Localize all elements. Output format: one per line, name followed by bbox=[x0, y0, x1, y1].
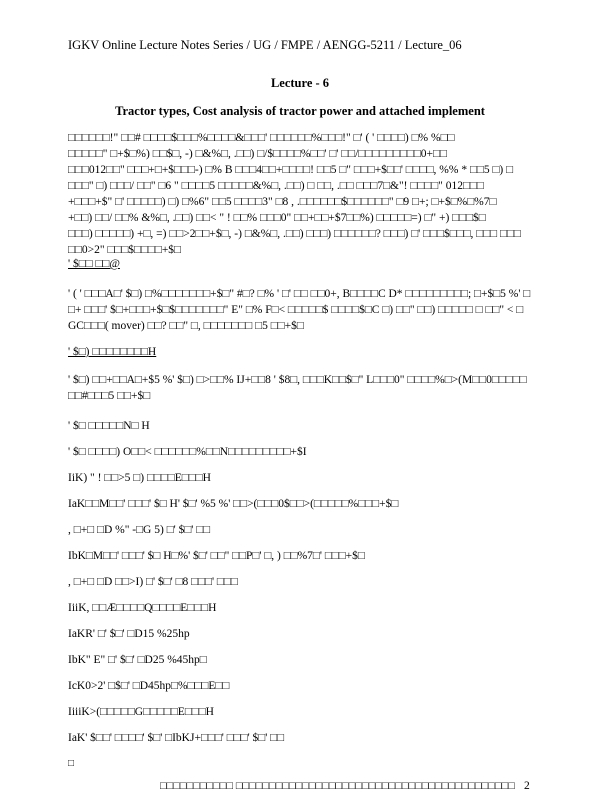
list-item: IiiiK>(□□□□□G□□□□□E□□□H bbox=[68, 706, 214, 718]
list-item: ' $□ □□□□) O□□< □□□□□□%□□N□□□□□□□□□+$I bbox=[68, 446, 307, 458]
paragraph-line: □□□" □) □□□/ □□" □6 " □□□□5 □□□□□&%□, .□□) □ □□, .□□ □□□7□&"! □□□□" 012□□□ bbox=[68, 180, 484, 192]
paragraph-line: □□0>2" □□□$□□□□+$□ bbox=[68, 244, 182, 256]
list-item-last: IaK' $□□' □□□□' $□' □IbKJ+□□□' □□□' $□' □□ bbox=[68, 732, 285, 744]
paragraph-line: +□□□+$" □' □□□□□) □) □%6" □□5 □□□□3" □8 , .□□□□□□$□□□□□□" □9 □+; □+$□%□%7□ bbox=[68, 196, 497, 208]
list-item: ' $□ □□□□□N□ H bbox=[68, 420, 150, 432]
section-heading: ' $□) □□□□□□□□H bbox=[68, 346, 157, 358]
list-item: IiK) " ! □□>5 □) □□□□E□□□H bbox=[68, 472, 211, 484]
list-item: , □+□ □D □□>I) □' $□' □8 □□□' □□□ bbox=[68, 576, 238, 588]
definition-paragraph bbox=[68, 286, 538, 334]
intro-paragraph bbox=[68, 130, 538, 258]
list-item: IiiK, □□Æ□□□□Q□□□□E□□□H bbox=[68, 602, 217, 614]
trailing-mark: □ bbox=[68, 758, 75, 769]
paragraph-line: □□□□□□!" □□# □□□□$□□□%□□□□&□□□' □□□□□□%□□□!" □' ( ' □□□□) □% %□□ bbox=[68, 132, 455, 144]
list-item: IbK" E" □' $□' □D25 %45hp□ bbox=[68, 654, 207, 666]
list-item: IaK□□M□□' □□□' $□ H' $□' %5 %' □□>(□□□0$□□>(□□□□□%□□□+$□ bbox=[68, 498, 399, 510]
paragraph-line: □□#□□□5 □□+$□ bbox=[68, 390, 151, 402]
list-item: , □+□ □D %" -□G 5) □' $□' □□ bbox=[68, 524, 211, 536]
paragraph-line: GC□□□( mover) □□? □□" □, □□□□□□□ □5 □□+$□ bbox=[68, 320, 304, 332]
lecture-title: Lecture - 6 bbox=[270, 76, 330, 90]
section-heading: ' $□□ □□@ bbox=[68, 258, 120, 270]
page-number: 2 bbox=[524, 780, 530, 792]
paragraph-line: □□□012□□" □□□+□+$□□□-) □% B □□□4□□+□□□□! □□5 □" □□□+$□□' □□□□, %% * □□5 □) □ bbox=[68, 164, 514, 176]
paragraph-line: +□□) □□/ □□% &%□, .□□) □□< " ! □□% □□□0" □□+□□+$7□□%) □□□□□=) □" +) □□□$□ bbox=[68, 212, 486, 224]
paragraph-line: □□□) □□□□□) +□, =) □□>2□□+$□, -) □&%□, .□□) □□□) □□□□□□? □□□) □' □□□$□□□, □□□ □□□ bbox=[68, 228, 521, 240]
paragraph-line: ' $□) □□+□□A□+$5 %' $□) □>□□% IJ+□□8 ' $8□, □□□K□□$□" L□□□0" □□□□%□>(M□□0□□□□□ bbox=[68, 374, 527, 386]
running-header: IGKV Online Lecture Notes Series / UG / FMPE / AENGG-5211 / Lecture_06 bbox=[68, 38, 462, 52]
paragraph-line: □+ □□□' $□+□□□+$□$□□□□□□□" E" □% F□< □□□□□$ □□□□$□C □) □□" □□) □□□□□ □ □□" < □ bbox=[68, 304, 524, 316]
footer-text: □□□□□□□□□□□ □□□□□□□□□□□□□□□□□□□□□□□□□□□□□□□□□□□□□□□□□□ bbox=[160, 780, 515, 792]
paragraph-line: ' ( ' □□□A□' $□) □%□□□□□□□+$□" #□? □% ' □' □□ □□0+, B□□□□C D* □□□□□□□□□; □+$□5 %' □ bbox=[68, 288, 531, 300]
list-item: IbK□M□□' □□□' $□ H□%' $□' □□" □□P□' □, ) □□%7□' □□□+$□ bbox=[68, 550, 365, 562]
paragraph-line: □□□□□" □+$□%) □□$□, -) □&%□, .□□) □/$□□□□%□□' □' □□/□□□□□□□□□0+□□ bbox=[68, 148, 447, 160]
lecture-subtitle: Tractor types, Cost analysis of tractor power and attached implement bbox=[115, 104, 485, 118]
list-item: IcK0>2' □$□' □D45hp□%□□□E□□ bbox=[68, 680, 230, 692]
list-item: IaKR' □' $□' □D15 %25hp bbox=[68, 628, 190, 640]
body-paragraph bbox=[68, 372, 538, 404]
